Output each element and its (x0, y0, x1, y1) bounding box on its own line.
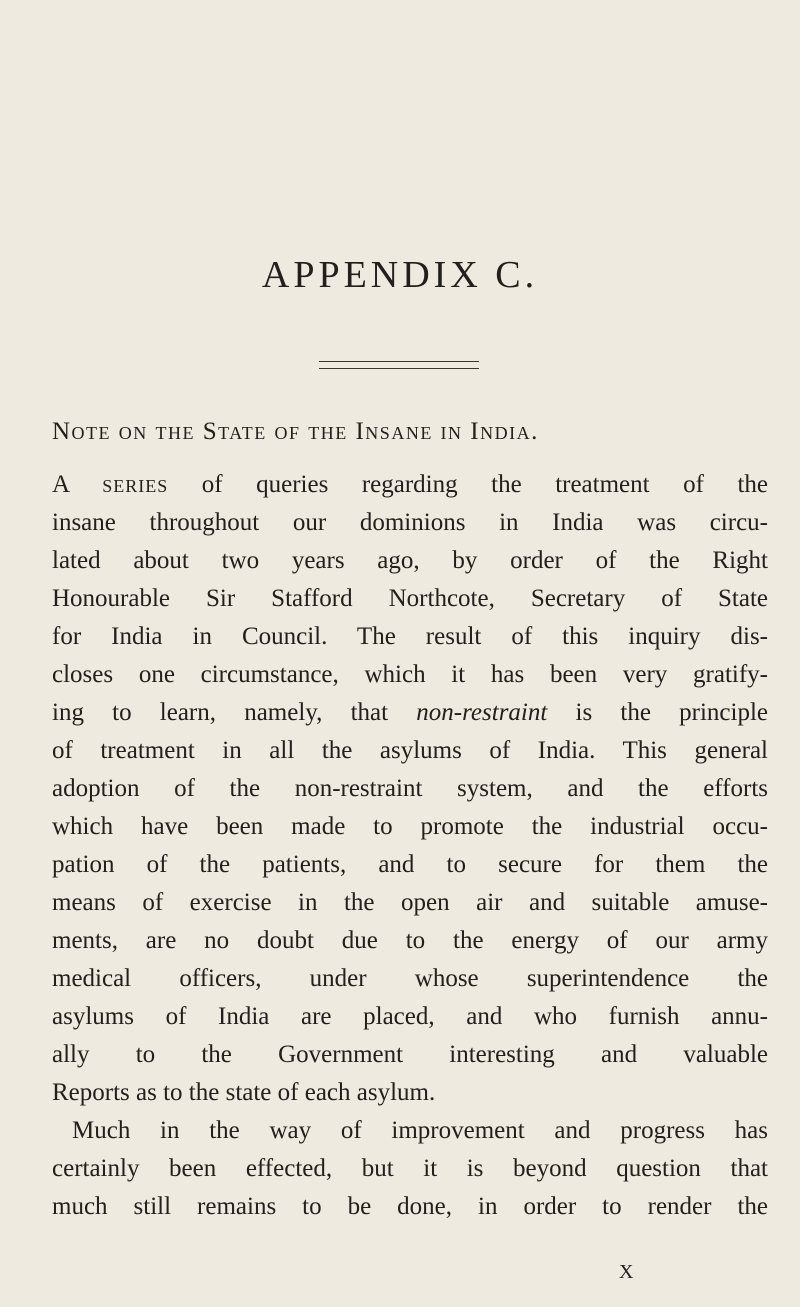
text-line: ally to the Government interesting and valuable (52, 1041, 768, 1068)
paragraph-lead-smallcaps: series (102, 471, 169, 498)
text-line: lated about two years ago, by order of the Right (52, 547, 768, 574)
emphasis-non-restraint: non-restraint (416, 699, 548, 726)
text-line: ing to learn, namely, that non-restraint is the principle (52, 699, 768, 726)
text-line: medical officers, under whose superintendence the (52, 965, 768, 992)
text-line: much still remains to be done, in order to render the (52, 1193, 768, 1220)
text-line: of treatment in all the asylums of India. This general (52, 737, 768, 764)
text-line: Reports as to the state of each asylum. (52, 1079, 436, 1106)
paragraph-lead: A (52, 471, 69, 498)
appendix-title: APPENDIX C. (261, 254, 539, 296)
text-line: means of exercise in the open air and suitable amuse- (52, 889, 768, 916)
double-rule-divider (319, 361, 479, 369)
note-heading: Note on the State of the Insane in India. (52, 418, 539, 445)
text-line: which have been made to promote the industrial occu- (52, 813, 768, 840)
text-line: for India in Council. The result of this inquiry dis- (52, 623, 768, 650)
text-line: insane throughout our dominions in India was circu- (52, 509, 768, 536)
text-line: Honourable Sir Stafford Northcote, Secretary of State (52, 585, 768, 612)
text-line: certainly been effected, but it is beyond question that (52, 1155, 768, 1182)
text-line: ments, are no doubt due to the energy of our army (52, 927, 768, 954)
text-line: adoption of the non-restraint system, and the efforts (52, 775, 768, 802)
text-line: asylums of India are placed, and who furnish annu- (52, 1003, 768, 1030)
text-line: closes one circumstance, which it has been very gratify- (52, 661, 768, 688)
text-line: Much in the way of improvement and progress has (72, 1117, 768, 1144)
text-line: A series of queries regarding the treatment of the (52, 471, 768, 498)
text-line: pation of the patients, and to secure for them the (52, 851, 768, 878)
signature-mark: X (619, 1261, 634, 1283)
